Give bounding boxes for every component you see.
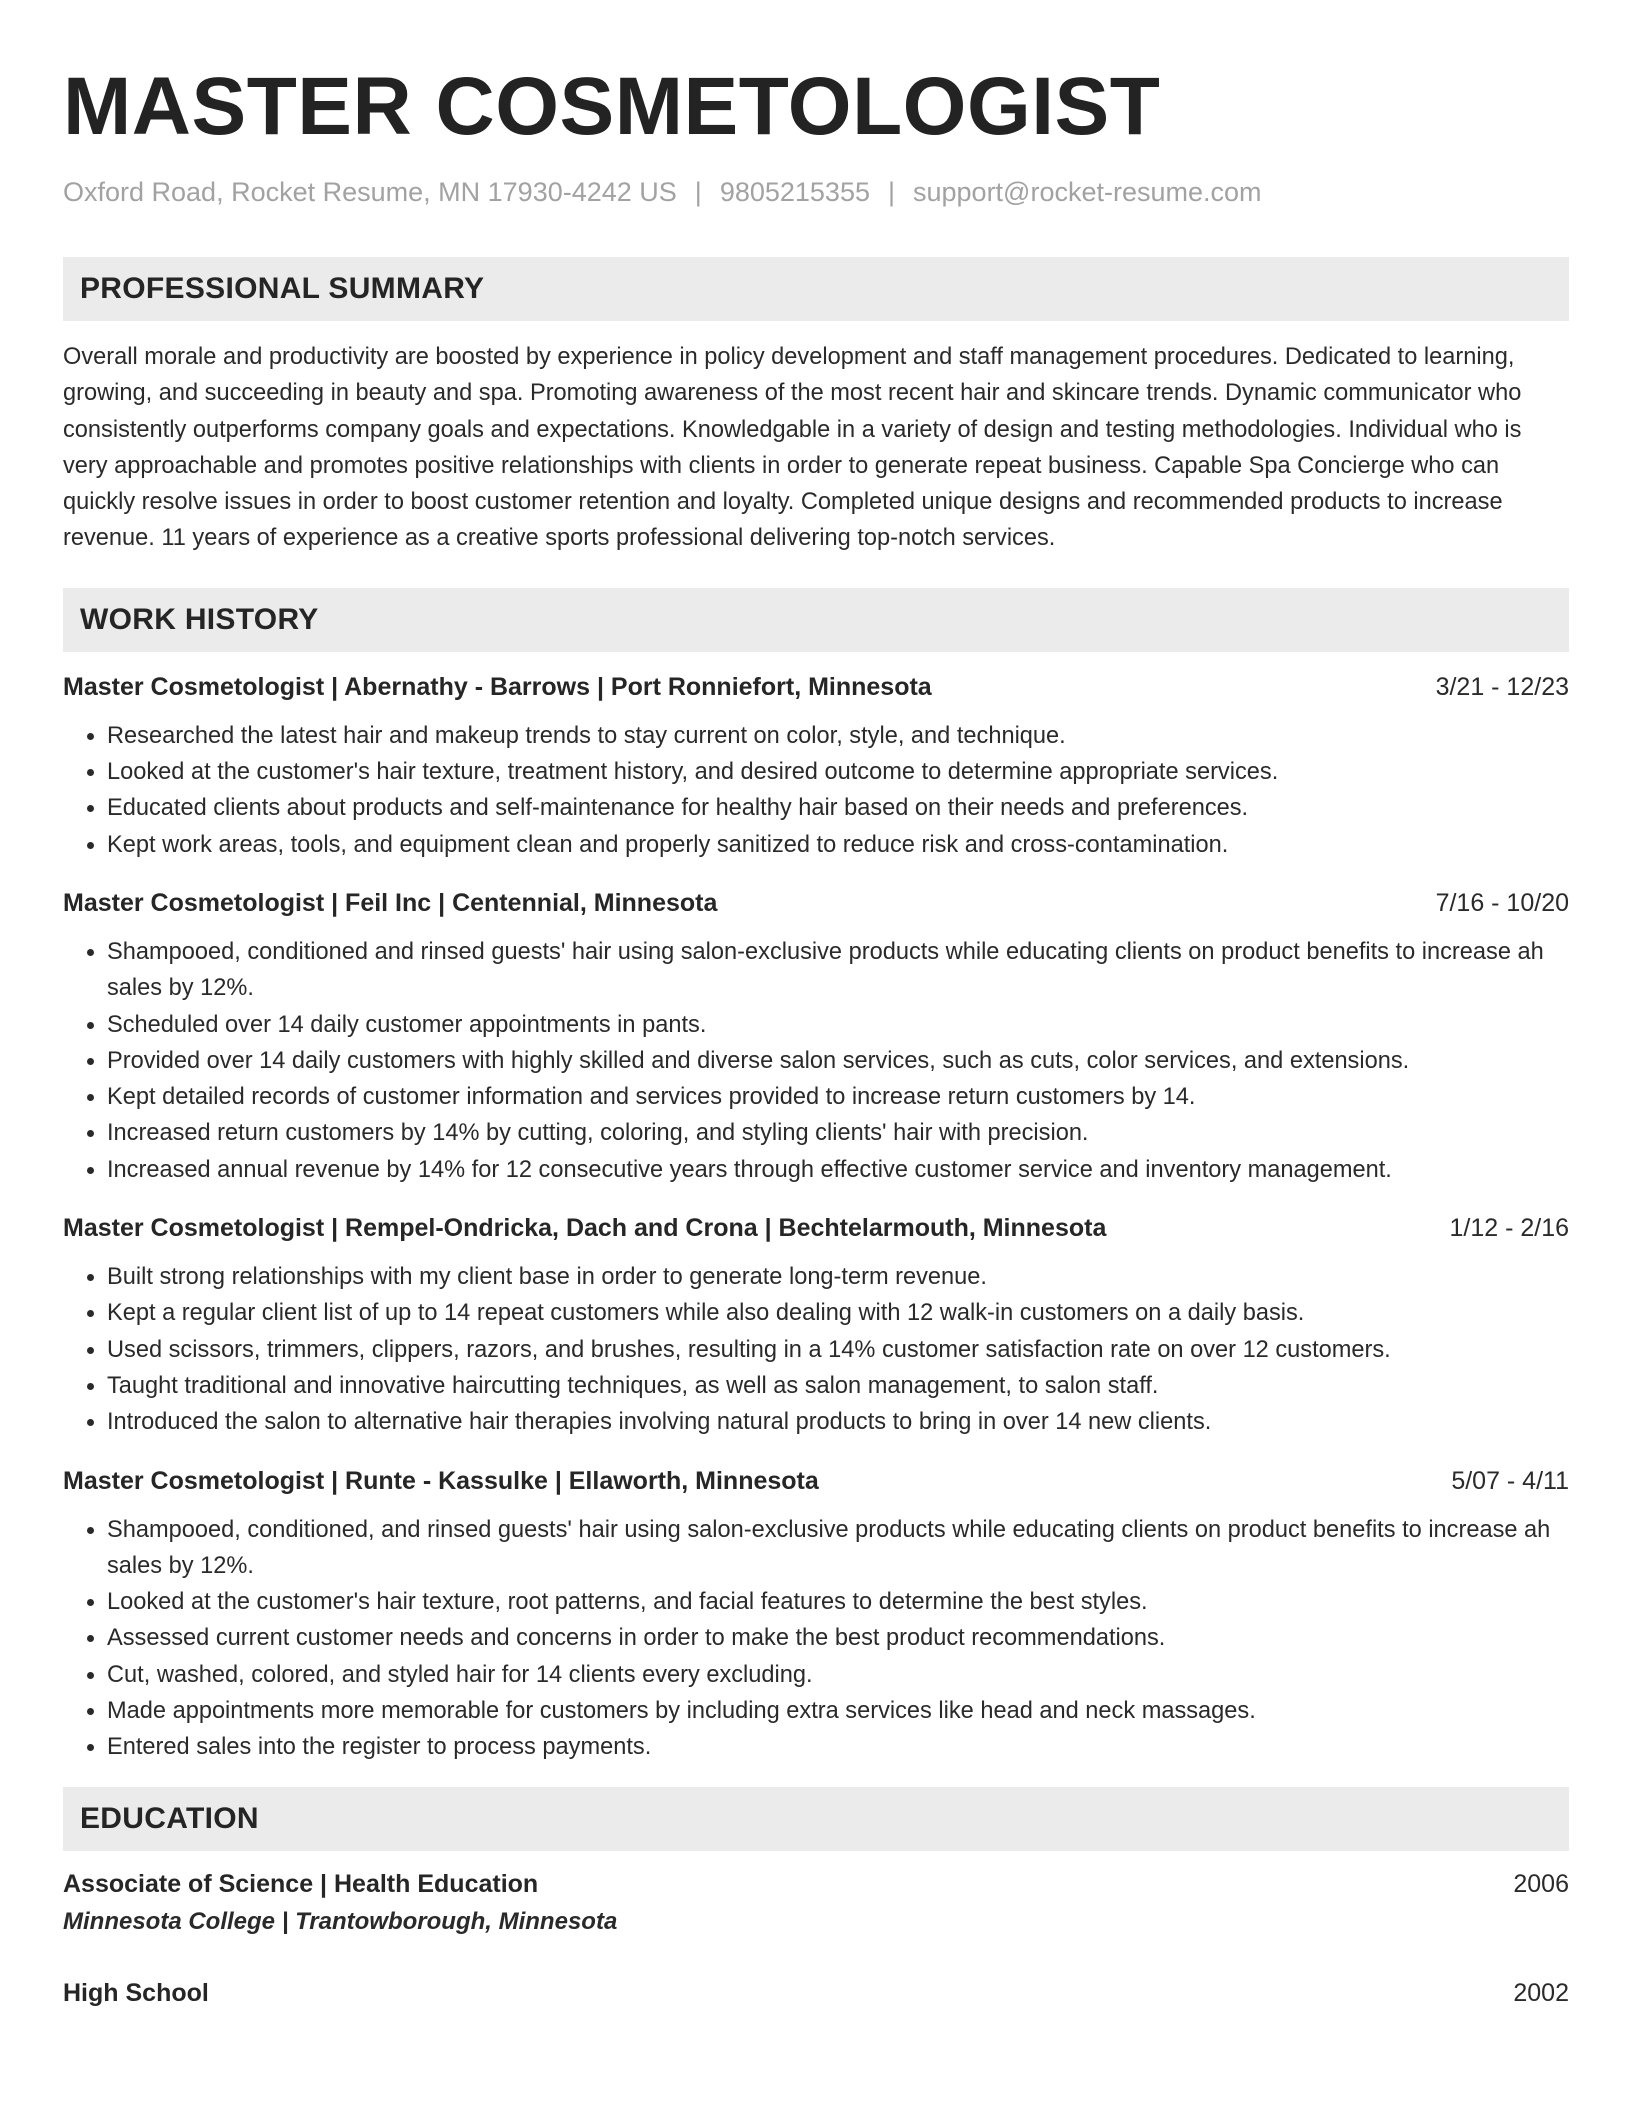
job-bullet: • Introduced the salon to alternative hair therapies involving natural products to bring in over 14 new clients. (107, 1404, 1569, 1440)
job-bullets (63, 1512, 1569, 1766)
job-bullets (63, 718, 1569, 863)
job-bullet: • Scheduled over 14 daily customer appointments in pants. (107, 1007, 1569, 1043)
job-dates: 3/21 - 12/23 (1435, 672, 1569, 701)
job-bullets (63, 1259, 1569, 1440)
contact-phone: 9805215355 (719, 177, 870, 207)
job-bullet: • Taught traditional and innovative haircutting techniques, as well as salon management, to salon staff. (107, 1368, 1569, 1404)
job-bullet: • Looked at the customer's hair texture, treatment history, and desired outcome to determine appropriate services. (107, 754, 1569, 790)
job-header (63, 885, 1569, 921)
job-title: Master Cosmetologist | Runte - Kassulke | Ellaworth, Minnesota (63, 1466, 819, 1495)
job-bullet: • Increased return customers by 14% by cutting, coloring, and styling clients' hair with precision. (107, 1115, 1569, 1151)
education-degree: High School (63, 1978, 209, 2007)
contact-separator: | (694, 177, 702, 207)
summary-text: Overall morale and productivity are boosted by experience in policy development and staff management procedures. Dedicated to learning, growing, and succeeding in beauty and spa. Promoting awareness of the most recent hair and skincare trends. Dynamic communicator who consistently outperforms company goals and expectations. Knowledgable in a variety of design and testing methodologies. Individual who is very approachable and promotes positive relationships with clients in order to generate repeat business. Capable Spa Concierge who can quickly resolve issues in order to boost customer retention and loyalty. Completed unique designs and recommended products to increase revenue. 11 years of experience as a creative sports professional delivering top-notch services. (63, 344, 1522, 552)
job-title: Master Cosmetologist | Rempel-Ondricka, Dach and Crona | Bechtelarmouth, Minnesota (63, 1214, 1107, 1243)
contact-address: Oxford Road, Rocket Resume, MN 17930-4242 US (63, 177, 677, 207)
contact-email: support@rocket-resume.com (913, 177, 1262, 207)
education-entry (63, 1975, 1569, 2011)
job-header (63, 1210, 1569, 1246)
job-bullet: • Kept work areas, tools, and equipment clean and properly sanitized to reduce risk and cross-contamination. (107, 827, 1569, 863)
job-entry (63, 1210, 1569, 1440)
contact-separator: | (887, 177, 895, 207)
resume-name: MASTER COSMETOLOGIST (63, 61, 1161, 152)
education-entry (63, 1866, 1569, 1942)
section-header-work-history: WORK HISTORY (63, 588, 1569, 652)
contact-line (63, 175, 1569, 209)
job-bullet: • Looked at the customer's hair texture, root patterns, and facial features to determine the best styles. (107, 1584, 1569, 1620)
job-bullet: • Educated clients about products and self-maintenance for healthy hair based on their needs and preferences. (107, 790, 1569, 826)
education-header (63, 1975, 1569, 2011)
job-entry (63, 1463, 1569, 1766)
job-title: Master Cosmetologist | Feil Inc | Centennial, Minnesota (63, 888, 718, 917)
job-bullet: • Made appointments more memorable for customers by including extra services like head and neck massages. (107, 1693, 1569, 1729)
job-header (63, 669, 1569, 705)
job-bullet: • Kept a regular client list of up to 14 repeat customers while also dealing with 12 walk-in customers on a daily basis. (107, 1295, 1569, 1331)
job-dates: 7/16 - 10/20 (1435, 888, 1569, 917)
job-header (63, 1463, 1569, 1499)
job-bullet: • Increased annual revenue by 14% for 12 consecutive years through effective customer service and inventory management. (107, 1152, 1569, 1188)
education-degree: Associate of Science | Health Education (63, 1869, 539, 1898)
education-year: 2002 (1513, 1978, 1569, 2007)
job-bullet: • Kept detailed records of customer information and services provided to increase return customers by 14. (107, 1079, 1569, 1115)
job-bullet: • Shampooed, conditioned and rinsed guests' hair using salon-exclusive products while educating clients on product benefits to increase ah sales by 12%. (107, 934, 1569, 1007)
job-bullet: • Entered sales into the register to process payments. (107, 1729, 1569, 1765)
education-school: Minnesota College | Trantowborough, Minnesota (63, 1907, 618, 1935)
job-bullet: • Built strong relationships with my client base in order to generate long-term revenue. (107, 1259, 1569, 1295)
job-bullet: • Cut, washed, colored, and styled hair for 14 clients every excluding. (107, 1657, 1569, 1693)
job-bullets (63, 934, 1569, 1188)
job-bullet: • Researched the latest hair and makeup trends to stay current on color, style, and technique. (107, 718, 1569, 754)
education-year: 2006 (1513, 1869, 1569, 1898)
job-bullet: • Used scissors, trimmers, clippers, razors, and brushes, resulting in a 14% customer satisfaction rate on over 12 customers. (107, 1332, 1569, 1368)
section-header-summary: PROFESSIONAL SUMMARY (63, 257, 1569, 321)
job-bullet: • Assessed current customer needs and concerns in order to make the best product recommendations. (107, 1620, 1569, 1656)
job-bullet: • Provided over 14 daily customers with highly skilled and diverse salon services, such as cuts, color services, and extensions. (107, 1043, 1569, 1079)
job-dates: 1/12 - 2/16 (1449, 1214, 1569, 1243)
job-entry (63, 669, 1569, 863)
job-dates: 5/07 - 4/11 (1451, 1466, 1569, 1495)
job-title: Master Cosmetologist | Abernathy - Barrows | Port Ronniefort, Minnesota (63, 672, 932, 701)
section-header-education: EDUCATION (63, 1787, 1569, 1851)
job-bullet: • Shampooed, conditioned, and rinsed guests' hair using salon-exclusive products while educating clients on product benefits to increase ah sales by 12%. (107, 1512, 1569, 1585)
education-header (63, 1866, 1569, 1902)
job-entry (63, 885, 1569, 1188)
